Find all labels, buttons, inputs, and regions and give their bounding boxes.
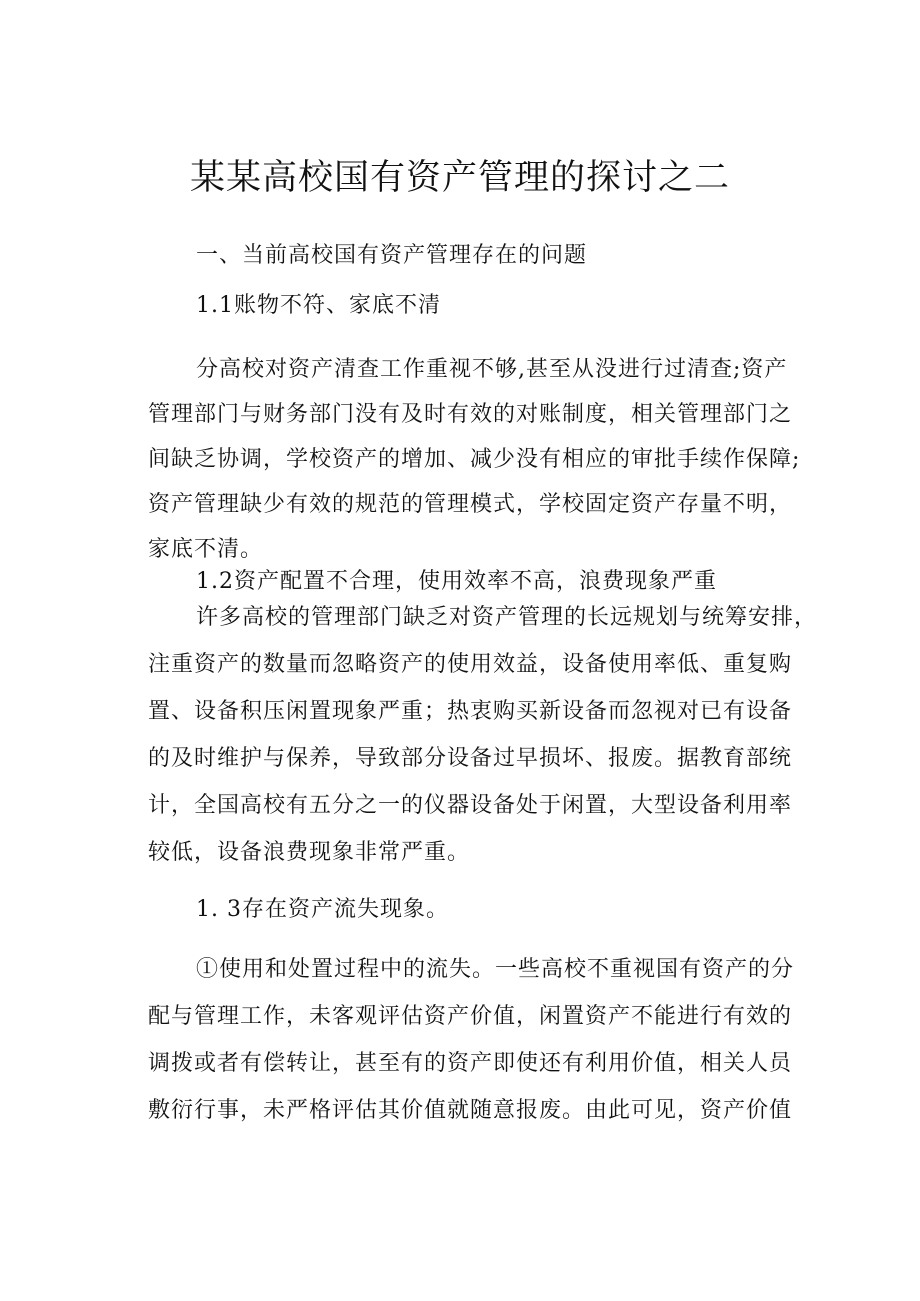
paragraph-line: 间缺乏协调，学校资产的增加、减少没有相应的审批手续作保障; [148,447,801,472]
paragraph-line: 计，全国高校有五分之一的仪器设备处于闲置，大型设备利用率 [148,793,793,818]
section-heading-text: 一、当前高校国有资产管理存在的问题 [196,243,588,268]
subsection-heading-text: 1. 3存在资产流失现象。 [196,897,449,922]
paragraph-line: 置、设备积压闲置现象严重；热衷购买新设备而忽视对已有设备 [148,699,793,724]
subsection-heading-1-3 [148,895,856,925]
paragraph-line: 管理部门与财务部门没有及时有效的对账制度，相关管理部门之 [148,402,793,427]
paragraph-line: 分高校对资产清查工作重视不够,甚至从没进行过清查;资产 [196,357,788,382]
page-title: 某某高校国有资产管理的探讨之二 [189,158,730,198]
paragraph-line: ①使用和处置过程中的流失。一些高校不重视国有资产的分 [196,957,795,982]
paragraph-1-3 [148,946,808,1134]
paragraph-line: 调拨或者有偿转让，甚至有的资产即使还有利用价值，相关人员 [148,1051,793,1076]
paragraph-line: 资产管理缺少有效的规范的管理模式，学校固定资产存量不明， [148,492,793,517]
paragraph-line: 注重资产的数量而忽略资产的使用效益，设备使用率低、重复购 [148,652,793,677]
paragraph-line: 的及时维护与保养，导致部分设备过早损坏、报废。据教育部统 [148,746,793,771]
paragraph-1-1 [148,347,808,572]
section-heading-1 [148,241,856,271]
paragraph-line: 许多高校的管理部门缺乏对资产管理的长远规划与统筹安排， [196,605,818,630]
paragraph-line: 家底不清。 [148,537,264,562]
subsection-heading-1-2 [148,567,856,597]
paragraph-line: 较低，设备浪费现象非常严重。 [148,840,471,865]
subsection-heading-text: 1.2资产配置不合理，使用效率不高，浪费现象严重 [196,569,717,594]
paragraph-line: 敷衍行事，未严格评估其价值就随意报废。由此可见，资产价值 [148,1098,793,1123]
subsection-heading-text: 1.1账物不符、家底不清 [196,293,441,318]
subsection-heading-1-1 [148,291,856,321]
paragraph-line: 配与管理工作，未客观评估资产价值，闲置资产不能进行有效的 [148,1004,793,1029]
paragraph-1-2 [148,594,818,876]
